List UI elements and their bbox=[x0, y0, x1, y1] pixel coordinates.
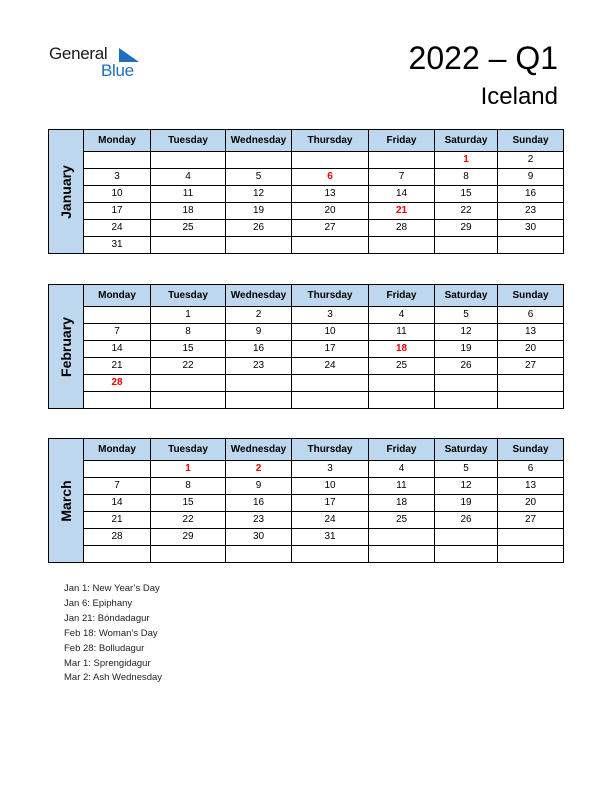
week-row bbox=[49, 495, 564, 512]
holiday-day-cell: 28 bbox=[84, 375, 151, 392]
holiday-note: Jan 1: New Year’s Day bbox=[64, 583, 160, 594]
empty-cell bbox=[151, 546, 226, 563]
day-cell: 12 bbox=[435, 478, 498, 495]
day-cell: 24 bbox=[84, 220, 151, 237]
weekday-header: Monday bbox=[84, 130, 151, 152]
day-cell: 24 bbox=[292, 358, 369, 375]
week-row bbox=[49, 546, 564, 563]
week-row bbox=[49, 392, 564, 409]
logo-text-general: General bbox=[49, 44, 108, 63]
day-cell: 21 bbox=[84, 512, 151, 529]
day-cell: 22 bbox=[435, 203, 498, 220]
day-cell: 19 bbox=[226, 203, 292, 220]
month-label-cell bbox=[49, 285, 84, 409]
day-cell: 25 bbox=[151, 220, 226, 237]
day-cell: 26 bbox=[435, 358, 498, 375]
day-cell: 23 bbox=[226, 358, 292, 375]
week-row bbox=[49, 324, 564, 341]
holiday-day-cell: 6 bbox=[292, 169, 369, 186]
weekday-header: Tuesday bbox=[151, 130, 226, 152]
week-row bbox=[49, 461, 564, 478]
week-row bbox=[49, 307, 564, 324]
day-cell: 25 bbox=[369, 512, 435, 529]
day-cell: 20 bbox=[292, 203, 369, 220]
empty-cell bbox=[151, 375, 226, 392]
holiday-day-cell: 1 bbox=[151, 461, 226, 478]
day-cell: 31 bbox=[84, 237, 151, 254]
empty-cell bbox=[151, 392, 226, 409]
day-cell: 24 bbox=[292, 512, 369, 529]
day-cell: 17 bbox=[292, 341, 369, 358]
day-cell: 20 bbox=[498, 495, 564, 512]
logo-triangle-icon bbox=[119, 48, 139, 62]
empty-cell bbox=[435, 237, 498, 254]
day-cell: 13 bbox=[498, 478, 564, 495]
weekday-header: Sunday bbox=[498, 439, 564, 461]
day-cell: 16 bbox=[226, 341, 292, 358]
day-cell: 12 bbox=[435, 324, 498, 341]
day-cell: 6 bbox=[498, 461, 564, 478]
holiday-note: Mar 1: Sprengidagur bbox=[64, 657, 151, 669]
day-cell: 13 bbox=[498, 324, 564, 341]
empty-cell bbox=[84, 152, 151, 169]
empty-cell bbox=[84, 392, 151, 409]
day-cell: 29 bbox=[435, 220, 498, 237]
day-cell: 17 bbox=[84, 203, 151, 220]
day-cell: 14 bbox=[84, 495, 151, 512]
day-cell: 18 bbox=[369, 495, 435, 512]
empty-cell bbox=[151, 152, 226, 169]
day-cell: 8 bbox=[435, 169, 498, 186]
empty-cell bbox=[292, 375, 369, 392]
day-cell: 2 bbox=[226, 307, 292, 324]
day-cell: 14 bbox=[84, 341, 151, 358]
day-cell: 18 bbox=[151, 203, 226, 220]
day-cell: 15 bbox=[151, 341, 226, 358]
day-cell: 9 bbox=[498, 169, 564, 186]
weekday-header: Tuesday bbox=[151, 439, 226, 461]
empty-cell bbox=[498, 237, 564, 254]
empty-cell bbox=[226, 375, 292, 392]
week-row bbox=[49, 512, 564, 529]
holiday-note: Feb 28: Bolludagur bbox=[64, 642, 145, 654]
day-cell: 12 bbox=[226, 186, 292, 203]
day-cell: 6 bbox=[498, 307, 564, 324]
day-cell: 23 bbox=[498, 203, 564, 220]
holiday-day-cell: 1 bbox=[435, 152, 498, 169]
empty-cell bbox=[84, 461, 151, 478]
month-label-cell bbox=[49, 439, 84, 563]
empty-cell bbox=[84, 546, 151, 563]
day-cell: 3 bbox=[292, 307, 369, 324]
holiday-note: Jan 6: Epiphany bbox=[64, 597, 133, 609]
day-cell: 8 bbox=[151, 324, 226, 341]
day-cell: 16 bbox=[498, 186, 564, 203]
page-title: 2022 – Q1 bbox=[408, 40, 558, 76]
empty-cell bbox=[151, 237, 226, 254]
empty-cell bbox=[226, 237, 292, 254]
weekday-header: Monday bbox=[84, 439, 151, 461]
week-row bbox=[49, 186, 564, 203]
holiday-note: Jan 21: Bóndadagur bbox=[64, 612, 150, 624]
empty-cell bbox=[292, 546, 369, 563]
day-cell: 4 bbox=[151, 169, 226, 186]
week-row bbox=[49, 529, 564, 546]
day-cell: 29 bbox=[151, 529, 226, 546]
day-cell: 9 bbox=[226, 478, 292, 495]
weekday-header: Friday bbox=[369, 130, 435, 152]
day-cell: 22 bbox=[151, 512, 226, 529]
empty-cell bbox=[498, 392, 564, 409]
day-cell: 14 bbox=[369, 186, 435, 203]
empty-cell bbox=[435, 546, 498, 563]
weekday-header: Thursday bbox=[292, 130, 369, 152]
day-cell: 3 bbox=[292, 461, 369, 478]
month-label-cell bbox=[49, 130, 84, 254]
empty-cell bbox=[369, 392, 435, 409]
day-cell: 28 bbox=[369, 220, 435, 237]
day-cell: 8 bbox=[151, 478, 226, 495]
day-cell: 5 bbox=[435, 307, 498, 324]
weekday-header-row bbox=[49, 285, 564, 307]
day-cell: 5 bbox=[226, 169, 292, 186]
day-cell: 27 bbox=[498, 358, 564, 375]
week-row bbox=[49, 358, 564, 375]
day-cell: 27 bbox=[292, 220, 369, 237]
day-cell: 10 bbox=[292, 324, 369, 341]
weekday-header: Thursday bbox=[292, 439, 369, 461]
empty-cell bbox=[226, 546, 292, 563]
empty-cell bbox=[435, 375, 498, 392]
empty-cell bbox=[292, 152, 369, 169]
empty-cell bbox=[369, 546, 435, 563]
day-cell: 19 bbox=[435, 341, 498, 358]
week-row bbox=[49, 375, 564, 392]
weekday-header: Friday bbox=[369, 285, 435, 307]
day-cell: 7 bbox=[84, 324, 151, 341]
week-row bbox=[49, 478, 564, 495]
weekday-header: Wednesday bbox=[226, 285, 292, 307]
weekday-header-row bbox=[49, 130, 564, 152]
weekday-header: Saturday bbox=[435, 130, 498, 152]
day-cell: 27 bbox=[498, 512, 564, 529]
month-name: January bbox=[58, 164, 74, 219]
holiday-note: Feb 18: Woman’s Day bbox=[64, 627, 158, 639]
week-row bbox=[49, 169, 564, 186]
empty-cell bbox=[498, 375, 564, 392]
weekday-header: Saturday bbox=[435, 439, 498, 461]
empty-cell bbox=[226, 152, 292, 169]
day-cell: 30 bbox=[226, 529, 292, 546]
country-name: Iceland bbox=[480, 83, 558, 110]
day-cell: 10 bbox=[84, 186, 151, 203]
empty-cell bbox=[369, 237, 435, 254]
day-cell: 7 bbox=[369, 169, 435, 186]
day-cell: 11 bbox=[151, 186, 226, 203]
week-row bbox=[49, 152, 564, 169]
weekday-header: Tuesday bbox=[151, 285, 226, 307]
month-table-march bbox=[48, 438, 564, 563]
empty-cell bbox=[226, 392, 292, 409]
month-name: March bbox=[58, 479, 74, 522]
month-name: February bbox=[58, 316, 74, 377]
day-cell: 25 bbox=[369, 358, 435, 375]
day-cell: 4 bbox=[369, 307, 435, 324]
week-row bbox=[49, 341, 564, 358]
holiday-day-cell: 2 bbox=[226, 461, 292, 478]
day-cell: 15 bbox=[435, 186, 498, 203]
weekday-header-row bbox=[49, 439, 564, 461]
holiday-day-cell: 21 bbox=[369, 203, 435, 220]
day-cell: 13 bbox=[292, 186, 369, 203]
day-cell: 16 bbox=[226, 495, 292, 512]
weekday-header: Sunday bbox=[498, 285, 564, 307]
month-table-february bbox=[48, 284, 564, 409]
empty-cell bbox=[84, 307, 151, 324]
empty-cell bbox=[435, 392, 498, 409]
day-cell: 5 bbox=[435, 461, 498, 478]
day-cell: 28 bbox=[84, 529, 151, 546]
day-cell: 15 bbox=[151, 495, 226, 512]
month-table-january bbox=[48, 129, 564, 254]
empty-cell bbox=[292, 392, 369, 409]
weekday-header: Thursday bbox=[292, 285, 369, 307]
day-cell: 26 bbox=[435, 512, 498, 529]
day-cell: 20 bbox=[498, 341, 564, 358]
weekday-header: Saturday bbox=[435, 285, 498, 307]
holiday-note: Mar 2: Ash Wednesday bbox=[64, 672, 163, 684]
day-cell: 11 bbox=[369, 324, 435, 341]
day-cell: 22 bbox=[151, 358, 226, 375]
day-cell: 9 bbox=[226, 324, 292, 341]
day-cell: 31 bbox=[292, 529, 369, 546]
day-cell: 23 bbox=[226, 512, 292, 529]
day-cell: 21 bbox=[84, 358, 151, 375]
weekday-header: Wednesday bbox=[226, 130, 292, 152]
empty-cell bbox=[292, 237, 369, 254]
empty-cell bbox=[498, 529, 564, 546]
day-cell: 3 bbox=[84, 169, 151, 186]
day-cell: 2 bbox=[498, 152, 564, 169]
weekday-header: Sunday bbox=[498, 130, 564, 152]
empty-cell bbox=[369, 375, 435, 392]
week-row bbox=[49, 237, 564, 254]
week-row bbox=[49, 203, 564, 220]
logo-text-blue: Blue bbox=[101, 61, 134, 80]
weekday-header: Wednesday bbox=[226, 439, 292, 461]
day-cell: 1 bbox=[151, 307, 226, 324]
empty-cell bbox=[369, 152, 435, 169]
weekday-header: Monday bbox=[84, 285, 151, 307]
day-cell: 17 bbox=[292, 495, 369, 512]
generalblue-logo bbox=[49, 44, 149, 84]
day-cell: 7 bbox=[84, 478, 151, 495]
empty-cell bbox=[369, 529, 435, 546]
holiday-notes bbox=[64, 582, 162, 686]
week-row bbox=[49, 220, 564, 237]
day-cell: 11 bbox=[369, 478, 435, 495]
day-cell: 26 bbox=[226, 220, 292, 237]
day-cell: 4 bbox=[369, 461, 435, 478]
weekday-header: Friday bbox=[369, 439, 435, 461]
holiday-day-cell: 18 bbox=[369, 341, 435, 358]
day-cell: 10 bbox=[292, 478, 369, 495]
day-cell: 19 bbox=[435, 495, 498, 512]
empty-cell bbox=[498, 546, 564, 563]
day-cell: 30 bbox=[498, 220, 564, 237]
empty-cell bbox=[435, 529, 498, 546]
